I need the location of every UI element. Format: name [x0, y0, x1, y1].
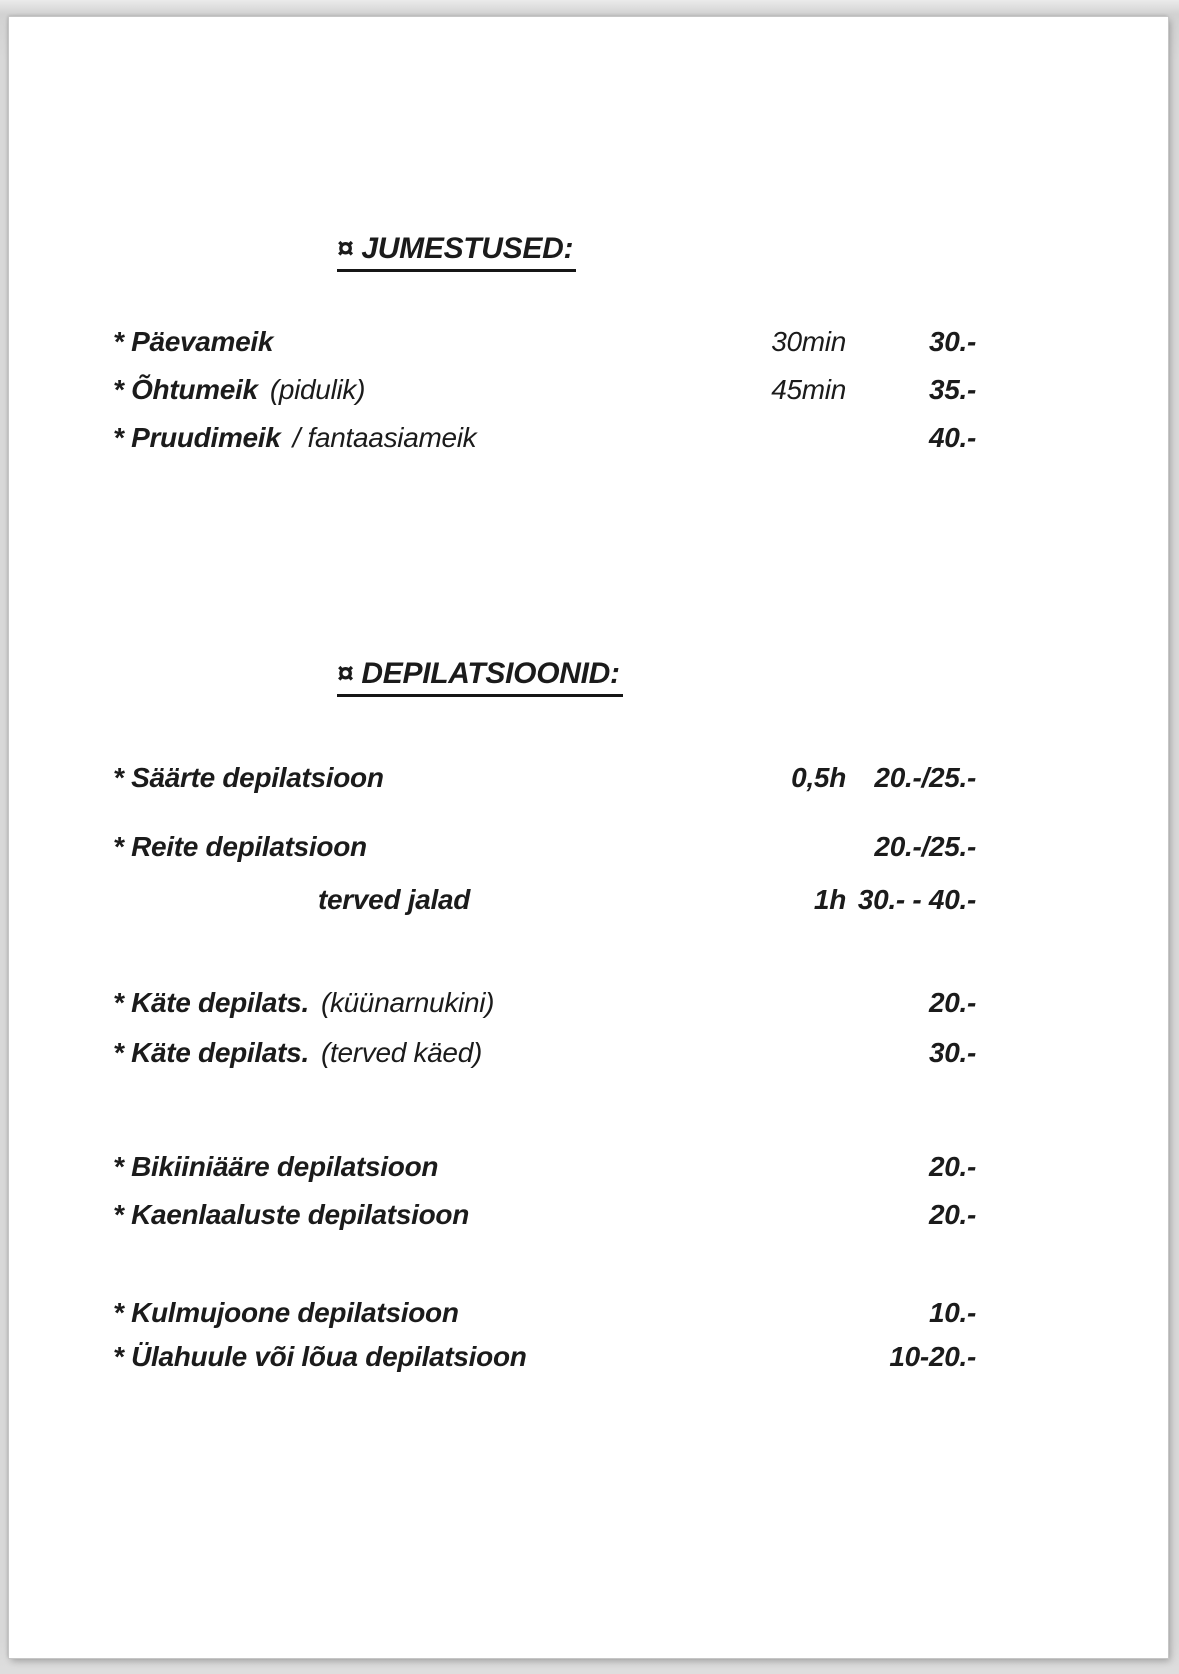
service-name-text: terved jalad: [318, 884, 471, 915]
service-name: [113, 318, 726, 366]
service-name-text: * Bikiiniääre depilatsioon: [113, 1151, 439, 1182]
service-duration: 30min: [771, 326, 846, 357]
service-price: 10.-: [928, 1297, 976, 1328]
service-price: 30.-: [928, 1037, 976, 1068]
price-list-row: [113, 1143, 976, 1191]
service-price: 20.-: [928, 987, 976, 1018]
service-note-text: (pidulik): [269, 374, 366, 405]
service-name: [113, 876, 726, 924]
price-list-row: [113, 366, 976, 414]
service-name-text: * Reite depilatsioon: [113, 831, 367, 862]
service-price: 30.- - 40.-: [857, 884, 976, 915]
service-price: 20.-/25.-: [874, 831, 976, 862]
price-list-row: [113, 414, 976, 462]
section-title-depilatsioonid: ¤ DEPILATSIOONID:: [337, 656, 623, 697]
service-name-text: * Õhtumeik: [113, 374, 258, 405]
service-price: 35.-: [928, 374, 976, 405]
service-name: [113, 979, 726, 1027]
service-price: 30.-: [928, 326, 976, 357]
price-list-row: [113, 1289, 976, 1337]
service-duration: 1h: [813, 884, 846, 915]
service-price: 20.-: [928, 1199, 976, 1230]
service-name-text: * Kulmujoone depilatsioon: [113, 1297, 459, 1328]
service-duration: 45min: [771, 374, 846, 405]
service-note-text: (küünarnukini): [320, 987, 495, 1018]
price-list-row: [113, 754, 976, 802]
service-name: [113, 414, 726, 462]
service-price: 40.-: [928, 422, 976, 453]
service-name-text: * Säärte depilatsioon: [113, 762, 384, 793]
service-name-text: * Ülahuule või lõua depilatsioon: [113, 1341, 527, 1372]
price-list-row: [113, 318, 976, 366]
service-price: 20.-/25.-: [874, 762, 976, 793]
service-note-text: (terved käed): [320, 1037, 483, 1068]
service-price: 10-20.-: [889, 1341, 976, 1372]
service-name-text: * Pruudimeik: [113, 422, 281, 453]
service-name: [113, 366, 726, 414]
price-list-row: [113, 823, 976, 871]
price-list-row: [113, 1191, 976, 1239]
service-name: [113, 1191, 726, 1239]
service-name: [113, 1143, 726, 1191]
service-price: 20.-: [928, 1151, 976, 1182]
service-name-text: * Päevameik: [113, 326, 274, 357]
price-list-row: [113, 979, 976, 1027]
service-name-text: * Käte depilats.: [113, 1037, 309, 1068]
service-name: [113, 823, 726, 871]
service-note-text: / fantaasiameik: [292, 422, 477, 453]
service-name-text: * Käte depilats.: [113, 987, 309, 1018]
service-name: [113, 1289, 726, 1337]
price-list-row: [113, 1333, 976, 1381]
section-title-jumestused: ¤ JUMESTUSED:: [337, 231, 576, 272]
price-list-row: [113, 876, 976, 924]
service-name: [113, 1333, 726, 1381]
service-duration: 0,5h: [791, 762, 846, 793]
service-name: [113, 1029, 726, 1077]
price-list-row: [113, 1029, 976, 1077]
price-list-page: [9, 17, 1168, 1658]
service-name-text: * Kaenlaaluste depilatsioon: [113, 1199, 469, 1230]
service-name: [113, 754, 726, 802]
